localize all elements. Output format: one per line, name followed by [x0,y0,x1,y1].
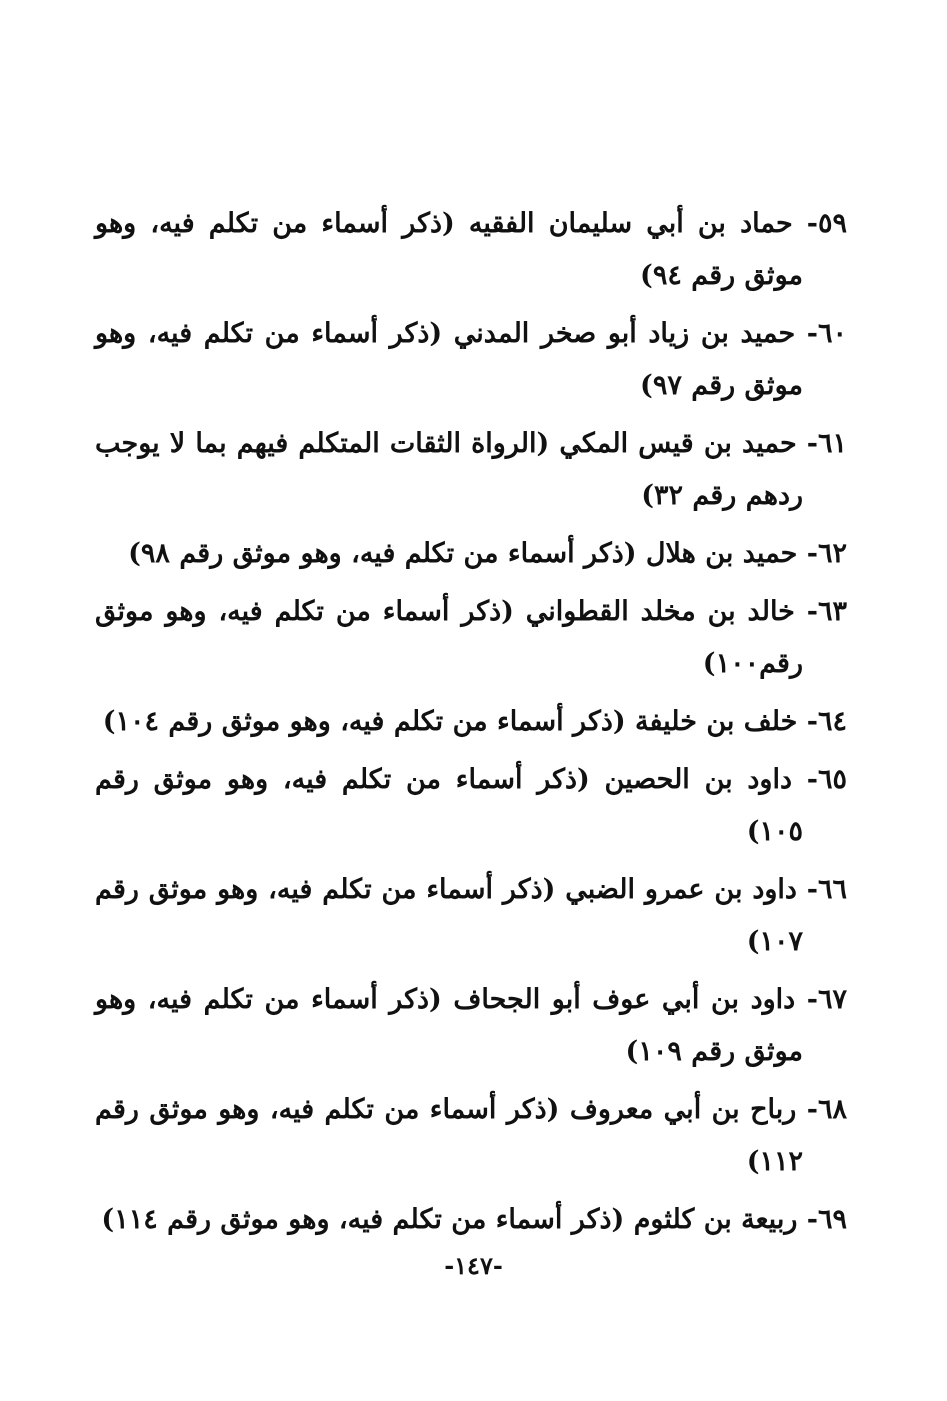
list-item: ٦٥- داود بن الحصين (ذكر أسماء من تكلم فيه، وهو موثق رقم ١٠٥) [95,764,847,847]
list-item: ٦١- حميد بن قيس المكي (الرواة الثقات المتكلم فيهم بما لا يوجب ردهم رقم ٣٢) [95,428,847,511]
list-item: ٦٧- داود بن أبي عوف أبو الجحاف (ذكر أسماء من تكلم فيه، وهو موثق رقم ١٠٩) [95,984,847,1067]
narrator-list [95,198,847,1252]
page-number: -١٤٧- [444,1251,503,1280]
list-item: ٦٩- ربيعة بن كلثوم (ذكر أسماء من تكلم فيه، وهو موثق رقم ١١٤) [101,1204,847,1235]
list-item: ٦٨- رباح بن أبي معروف (ذكر أسماء من تكلم فيه، وهو موثق رقم ١١٢) [95,1094,847,1177]
list-item: ٦٠- حميد بن زياد أبو صخر المدني (ذكر أسماء من تكلم فيه، وهو موثق رقم ٩٧) [95,318,847,401]
list-item: ٦٣- خالد بن مخلد القطواني (ذكر أسماء من تكلم فيه، وهو موثق رقم١٠٠) [95,596,847,679]
list-item: ٦٦- داود بن عمرو الضبي (ذكر أسماء من تكلم فيه، وهو موثق رقم ١٠٧) [95,874,847,957]
list-item: ٦٤- خلف بن خليفة (ذكر أسماء من تكلم فيه، وهو موثق رقم ١٠٤) [102,706,847,737]
list-item: ٦٢- حميد بن هلال (ذكر أسماء من تكلم فيه، وهو موثق رقم ٩٨) [128,538,847,569]
list-item: ٥٩- حماد بن أبي سليمان الفقيه (ذكر أسماء من تكلم فيه، وهو موثق رقم ٩٤) [95,208,847,291]
